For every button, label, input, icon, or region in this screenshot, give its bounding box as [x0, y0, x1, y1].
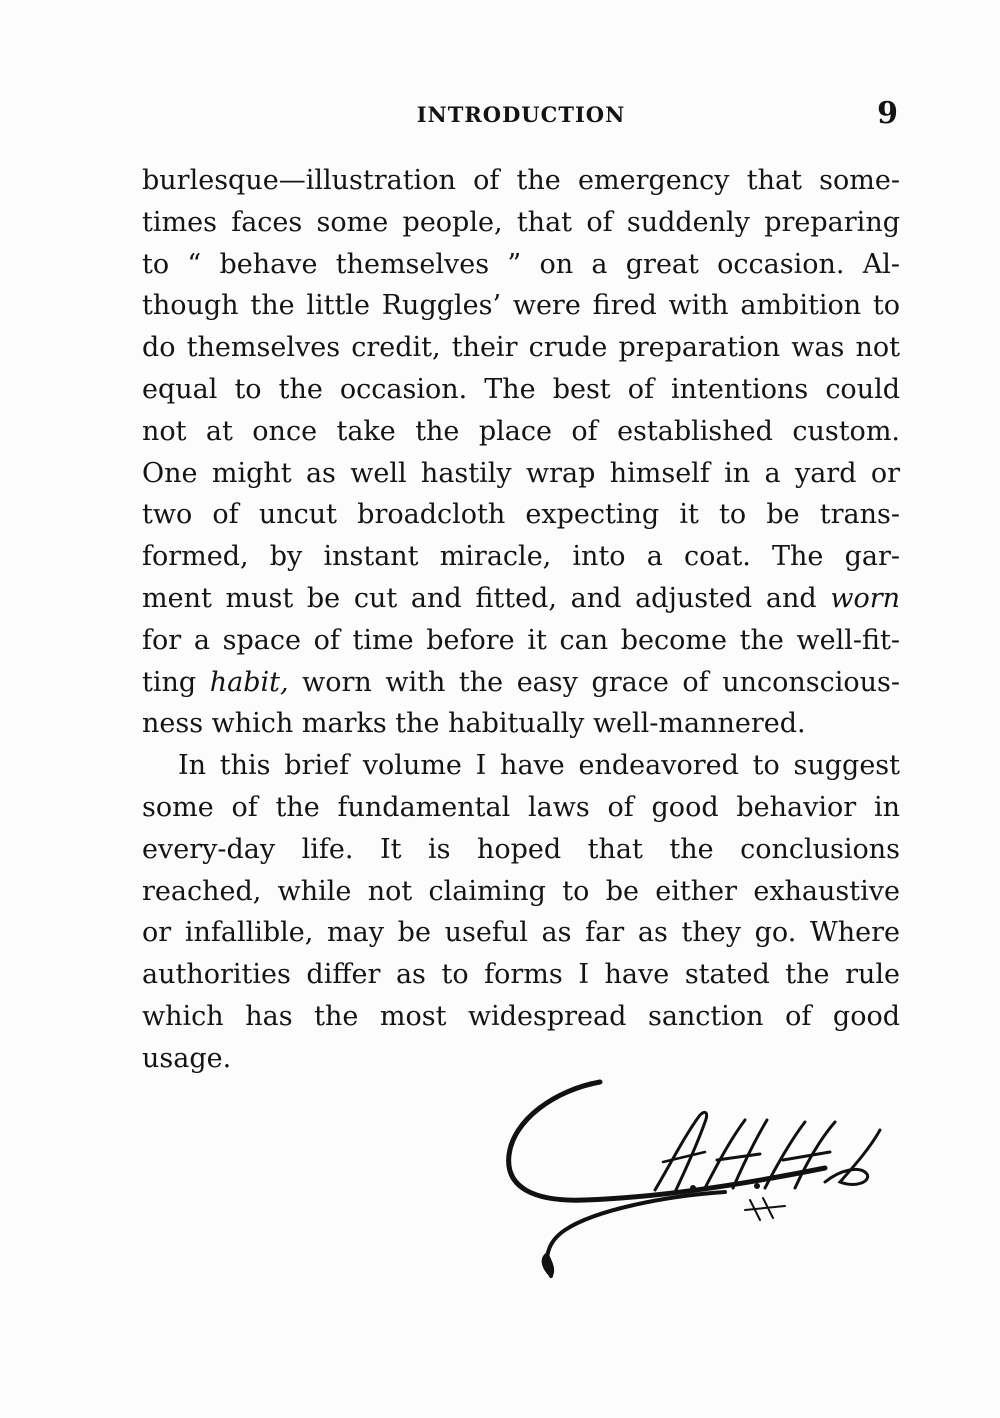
running-head	[140, 96, 902, 136]
signature-stroke	[705, 1120, 767, 1188]
text-line: for a space of time before it can become the well-fit-	[142, 624, 900, 656]
text-line: to “ behave themselves ” on a great occasion. Al-	[142, 248, 900, 280]
text-line: times faces some people, that of suddenly preparing	[142, 206, 900, 238]
signature-dot	[754, 1183, 760, 1189]
text-line: burlesque—illustration of the emergency that some-	[142, 165, 900, 196]
text-line: two of uncut broadcloth expecting it to be trans-	[142, 499, 900, 531]
text-line: do themselves credit, their crude preparation was not	[142, 332, 900, 364]
text-line: which has the most widespread sanction of good	[142, 1000, 900, 1032]
text-line: authorities differ as to forms I have stated the rule	[142, 959, 900, 991]
text-line: not at once take the place of established custom.	[142, 415, 900, 447]
text-line: reached, while not claiming to be either exhaustive	[142, 875, 900, 907]
text-line: equal to the occasion. The best of intentions could	[142, 373, 900, 405]
text-line: some of the fundamental laws of good behavior in	[142, 791, 900, 823]
text-line: or infallible, may be useful as far as they go. Where	[142, 917, 900, 949]
text-line: though the little Ruggles’ were fired with ambition to	[142, 290, 900, 322]
body-text	[142, 160, 900, 1080]
italic-emphasis: habit,	[209, 666, 289, 698]
signature-stroke	[825, 1130, 880, 1184]
page-number: 9	[877, 96, 898, 131]
text-line: every-day life. It is hoped that the conclusions	[142, 833, 900, 865]
signature-dot	[690, 1185, 696, 1191]
signature-stroke	[663, 1152, 705, 1162]
text-line: usage.	[142, 1042, 232, 1074]
signature-stroke	[509, 1082, 825, 1200]
text-line: ting habit, worn with the easy grace of unconscious-	[142, 666, 900, 698]
text-line: In this brief volume I have endeavored to suggest	[178, 750, 900, 782]
text-line: formed, by instant miracle, into a coat. The gar-	[142, 541, 900, 573]
text-line: One might as well hastily wrap himself in a yard or	[142, 457, 900, 489]
running-title: INTRODUCTION	[416, 102, 626, 127]
text-line: ness which marks the habitually well-mannered.	[142, 708, 806, 740]
signature-stroke	[543, 1254, 553, 1276]
signature-stroke	[745, 1198, 785, 1220]
signature-stroke	[547, 1192, 725, 1276]
handwritten-signature	[495, 1070, 895, 1290]
italic-emphasis: worn	[830, 582, 900, 614]
text-line: ment must be cut and fitted, and adjusted and worn	[142, 582, 900, 614]
